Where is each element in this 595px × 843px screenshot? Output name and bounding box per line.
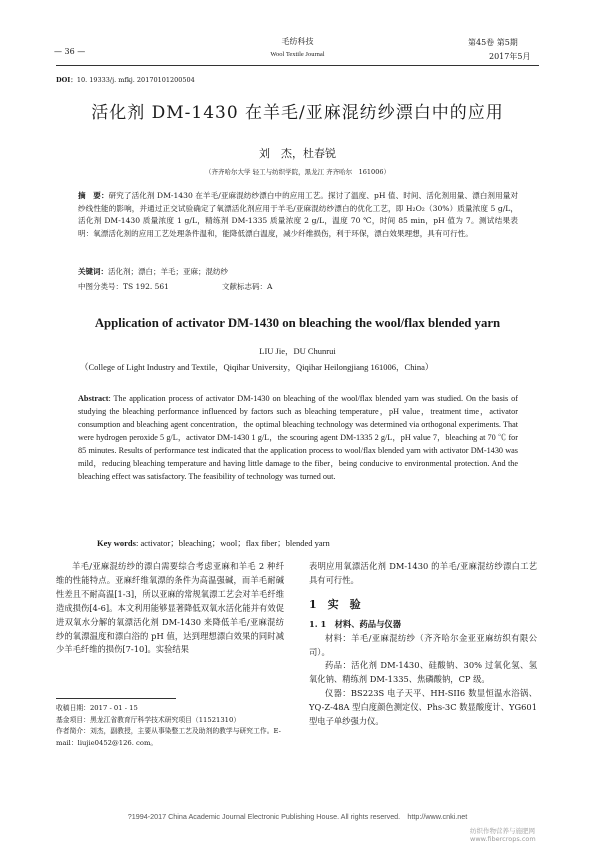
footnote-author-info: 作者简介：刘杰，副教授，主要从事染整工艺及助剂的教学与研究工作。E-mail：liujie0452@126. com。	[56, 727, 281, 747]
doi	[56, 75, 195, 84]
watermark: 纺织作物营养与施肥网 www.fibercrops.com	[470, 827, 542, 843]
title-cn: 活化剂 DM-1430 在羊毛/亚麻混纺纱漂白中的应用	[91, 103, 504, 123]
footnote-rule	[56, 698, 176, 699]
clc-label: 中图分类号：	[78, 282, 123, 291]
abstract-en-text: The application process of activator DM-1430 on bleaching of the wool/flax blended yarn was studied. On the basis of studying the bleaching performance influenced by factors such as bleaching temperature，pH value，treatment time，activator consumption and bleaching agent concentration，the optimal bleaching technology was determined via orthogonal experiments. That were hydrogen peroxide 5 g/L，activator DM-1430 1 g/L，the scouring agent DM-1335 2 g/L，pH value 7，bleaching at 70 ℃ for 85 minutes. Results of performance test indicated that the application process to wool/flax blended yarn with activator DM-1430 was mild，reducing bleaching temperature and having little damage to the fiber，being conducive to environmental protection. And the bleaching effect was satisfactory. The feasibility of technology was turned out.	[78, 394, 518, 481]
journal-name-cn: 毛纺科技	[281, 37, 314, 46]
abstract-cn-label: 摘 要：	[78, 191, 109, 200]
doi-value: 10. 19333/j. mfkj. 20170101200504	[76, 76, 195, 84]
keywords-en: Key words: activator；bleaching；wool；flax fiber；blended yarn	[97, 538, 330, 548]
affiliation-cn: （齐齐哈尔大学 轻工与纺织学院，黑龙江 齐齐哈尔 161006）	[205, 168, 390, 176]
abstract-cn-text: 研究了活化剂 DM-1430 在羊毛/亚麻混纺纱漂白中的应用工艺。探讨了温度、pH 值、时间、活化剂用量、漂白剂用量对纱线性能的影响，并通过正交试验确定了氧漂活化剂应用于羊毛/亚麻混纺纱漂白的优化工艺，即 H₂O₂（30%）质量浓度 5 g/L，活化剂 DM-1430 质量浓度 1 g/L，精练剂 DM-1335 质量浓度 2 g/L，温度 70 ℃，时间 85 min，pH 值为 7。测试结果表明：氧漂活化剂的应用工艺处理条件温和，能降低漂白温度，减少纤维损伤，利于环保，漂白效果理想，具有可行性。	[78, 191, 518, 238]
section-1-1-heading: 1. 1 材料、药品与仪器	[309, 618, 401, 629]
volume-issue: 第45卷 第5期	[468, 38, 518, 47]
authors-en: LIU Jie，DU Chunrui	[259, 346, 336, 356]
title-en: Application of activator DM-1430 on bleaching the wool/flax blended yarn	[94, 316, 501, 330]
document-code	[222, 281, 272, 292]
intro-continuation: 表明应用氧漂活化剂 DM-1430 的羊毛/亚麻混纺纱漂白工艺具有可行性。	[309, 561, 537, 585]
abstract-en: Abstract: The application process of activator DM-1430 on bleaching of the wool/flax blended yarn was studied. On the basis of studying the bleaching performance influenced by factors such as bleaching temperature，pH value，treatment time，activator consumption and bleaching agent concentration，the optimal bleaching technology was determined via orthogonal experiments. That were hydrogen peroxide 5 g/L，activator DM-1430 1 g/L，the scouring agent DM-1335 2 g/L，pH value 7，bleaching at 70 ℃ for 85 minutes. Results of performance test indicated that the application process to wool/flax blended yarn with activator DM-1430 was mild，reducing bleaching temperature and having little damage to the fiber，being conducive to environmental protection. And the bleaching effect was satisfactory. The feasibility of technology was turned out.	[78, 394, 518, 481]
footnotes	[56, 703, 288, 749]
page-number: — 36 —	[54, 47, 86, 56]
abstract-cn	[78, 190, 518, 240]
section-1-heading: 1 实 验	[309, 597, 361, 611]
clc-value: TS 192. 561	[123, 282, 169, 291]
footnote-received: 收稿日期：2017 - 01 - 15	[56, 704, 138, 712]
keywords-en-text: activator；bleaching；wool；flax fiber；blended yarn	[140, 538, 330, 548]
abstract-en-label: Abstract	[78, 394, 109, 403]
keywords-en-label: Key words	[97, 538, 136, 548]
chemicals-text: 药品：活化剂 DM-1430、硅酸钠、30% 过氧化氢、氢氧化钠、精练剂 DM-1335、焦磷酸钠，CP 级。	[309, 660, 537, 685]
authors-cn: 刘 杰，杜春锐	[259, 147, 336, 160]
doc-code-value: A	[267, 282, 273, 291]
instruments-text: 仪器：BS223S 电子天平、HH-SII6 数显恒温水浴锅、YQ-Z-48A 型白度颜色测定仪、Phs-3C 数显酸度计、YG601 型电子单纱强力仪。	[309, 688, 537, 727]
affiliation-en: （College of Light Industry and Textile，Qiqihar University，Qiqihar Heilongjiang 161006，China）	[80, 362, 434, 372]
keywords-cn	[78, 266, 228, 277]
intro-paragraph: 羊毛/亚麻混纺纱的漂白需要综合考虑亚麻和羊毛 2 种纤维的性能特点。亚麻纤维氧漂的条件为高温强碱，而羊毛耐碱性差且不耐高温[1-3]，所以亚麻的常规氧漂工艺会对羊毛纤维造成损伤[4-6]。本文利用能够显著降低双氧水活化能并有效促进双氧水分解的氧漂活化剂 DM-1430 来降低羊毛/亚麻混纺纱的氧漂温度和漂白浴的 pH 值，达到理想漂白效果的同时减少羊毛纤维的损伤[7-10]。实验结果	[56, 561, 284, 655]
clc-number	[78, 281, 169, 292]
copyright-footer: ?1994-2017 China Academic Journal Electronic Publishing House. All rights reserved. http://www.cnki.net	[127, 812, 468, 821]
body-right-column	[309, 560, 537, 729]
doi-label: DOI：	[56, 76, 77, 84]
keywords-cn-label: 关键词：	[78, 267, 108, 276]
issue-date: 2017年5月	[489, 52, 531, 61]
footnote-fund: 基金项目：黑龙江省教育厅科学技术研究项目（11521310）	[56, 715, 241, 724]
keywords-cn-text: 活化剂；漂白；羊毛；亚麻；混纺纱	[108, 267, 228, 276]
body-left-column	[56, 560, 284, 657]
materials-text: 材料：羊毛/亚麻混纺纱（齐齐哈尔金亚亚麻纺织有限公司）。	[309, 632, 537, 657]
journal-name-en: Wool Textile Journal	[270, 51, 325, 58]
doc-code-label: 文献标志码：	[222, 282, 267, 291]
header-rule	[56, 65, 539, 66]
